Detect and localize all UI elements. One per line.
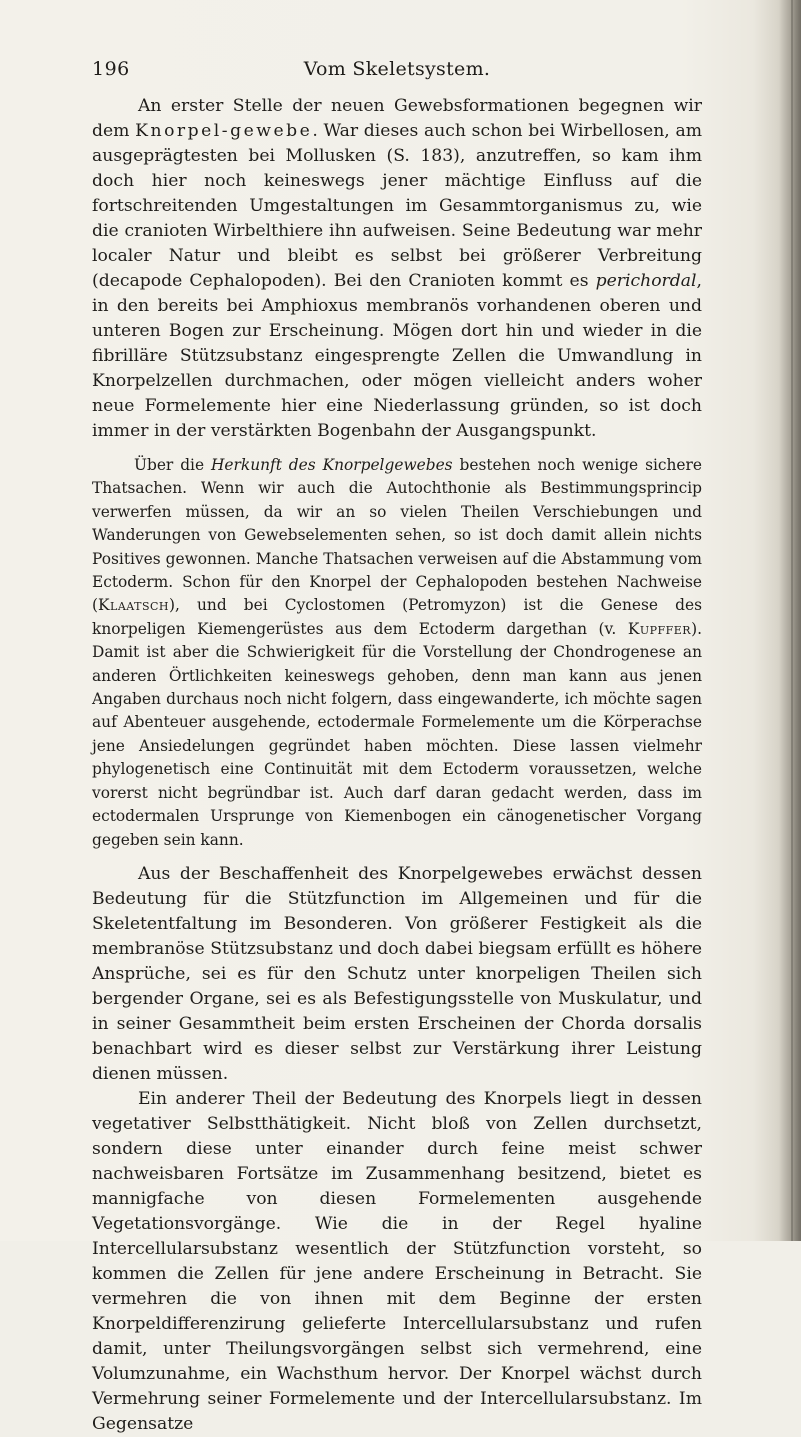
page-edge-line (791, 0, 793, 1241)
text-run: . War dieses auch schon bei Wirbellosen, am ausgeprägtesten bei Mollusken (S. 183), anzutreffen, so kam ihm doch hier noch keineswegs jener mächtige Einfluss auf die fortschreitenden Umgestaltungen im Gesammtorganismus zu, wie die cranioten Wirbelthiere ihn aufweisen. Seine Bedeutung war mehr localer Natur und bleibt es selbst bei größerer Verbreitung (decapode Cephalopoden). Bei den Cranioten kommt es (92, 121, 702, 291)
paragraph-2 (92, 454, 702, 852)
text-run: ), und bei Cyclostomen (Petromyzon) ist die Genese des knorpeligen Kiemengerüstes aus dem Ectoderm dargethan (v. (92, 596, 702, 638)
author-name: Klaatsch (98, 596, 169, 615)
body-text (92, 94, 702, 1437)
text-run: , in den bereits bei Amphioxus membranös vorhandenen oberen und unteren Bogen zur Erscheinung. Mögen dort hin und wieder in die fibrilläre Stützsubstanz eingesprengte Zellen die Umwandlung in Knorpelzellen durchmachen, oder mögen vielleicht anders woher neue Formelemente hier eine Niederlassung gründen, so ist doch immer in der verstärkten Bogenbahn der Ausgangspunkt. (92, 271, 702, 441)
running-title: Vom Skeletsystem. (303, 58, 491, 80)
italic-term: Herkunft des Knorpelgewebes (210, 456, 453, 474)
text-run: An erster Stelle der neuen Gewebsformationen begegnen wir dem (92, 96, 702, 141)
paragraph-1 (92, 94, 702, 444)
author-name: Kupffer (627, 619, 692, 638)
text-run: ). Damit ist aber die Schwierigkeit für die Vorstellung der Chondrogenese an anderen Örtlichkeiten keineswegs gehoben, denn man kann aus jenen Angaben durchaus noch nicht folgern, dass eingewanderte, ich möchte sagen auf Abenteuer ausgehende, ectodermale Formelemente um die Körperachse jene Ansiedelungen gegründet haben möchten. Diese lassen vielmehr phylogenetisch eine Continuität mit dem Ectoderm voraussetzen, welche vorerst nicht begründbar ist. Auch darf daran gedacht werden, dass im ectodermalen Ursprunge von Kiemenbogen ein cänogenetischer Vorgang gegeben sein kann. (92, 619, 702, 849)
paragraph-4: Ein anderer Theil der Bedeutung des Knorpels liegt in dessen vegetativer Selbstthätigkeit. Nicht bloß von Zellen durchsetzt, sondern diese unter einander durch feine meist schwer nachweisbaren Fortsätze im Zusammenhang besitzend, bietet es mannigfache von diesen Formelementen ausgehende Vegetationsvorgänge. Wie die in der Regel hyaline Intercellularsubstanz wesentlich der Stützfunction vorsteht, so kommen die Zellen für jene andere Erscheinung in Betracht. Sie vermehren die von ihnen mit dem Beginne der ersten Knorpeldifferenzirung gelieferte Intercellularsubstanz und rufen damit, unter Theilungsvorgängen selbst sich vermehrend, eine Volumzunahme, ein Wachsthum hervor. Der Knorpel wächst durch Vermehrung seiner Formelemente und der Intercellularsubstanz. Im Gegensatze (92, 1088, 702, 1434)
emphasized-term: Knorpel-gewebe (135, 121, 313, 141)
text-run: bestehen noch wenige sichere Thatsachen. Wenn wir auch die Autochthonie als Bestimmungsprincip verwerfen müssen, da wir an so vielen Theilen Verschiebungen und Wanderungen von Gewebselementen sehen, so ist doch damit allein nichts Positives gewonnen. Manche Thatsachen verweisen auf die Abstammung vom Ectoderm. Schon für den Knorpel der Cephalopoden bestehen Nachweise ( (92, 456, 702, 615)
paragraph-3: Aus der Beschaffenheit des Knorpelgewebes erwächst dessen Bedeutung für die Stützfunction im Allgemeinen und für die Skeletentfaltung im Besonderen. Von größerer Festigkeit als die membranöse Stützsubstanz und doch dabei biegsam erfüllt es höhere Ansprüche, sei es für den Schutz unter knorpeligen Theilen sich bergender Organe, sei es als Befestigungsstelle von Muskulatur, und in seiner Gesammtheit beim ersten Erscheinen der Chorda dorsalis benachbart wird es dieser selbst zur Verstärkung ihrer Leistung dienen müssen. (92, 863, 702, 1084)
page-number: 196 (92, 58, 130, 80)
text-run: Über die (134, 456, 211, 474)
page-edge-shadow (779, 0, 801, 1241)
page-header (92, 58, 702, 86)
italic-term: perichordal (595, 271, 697, 291)
